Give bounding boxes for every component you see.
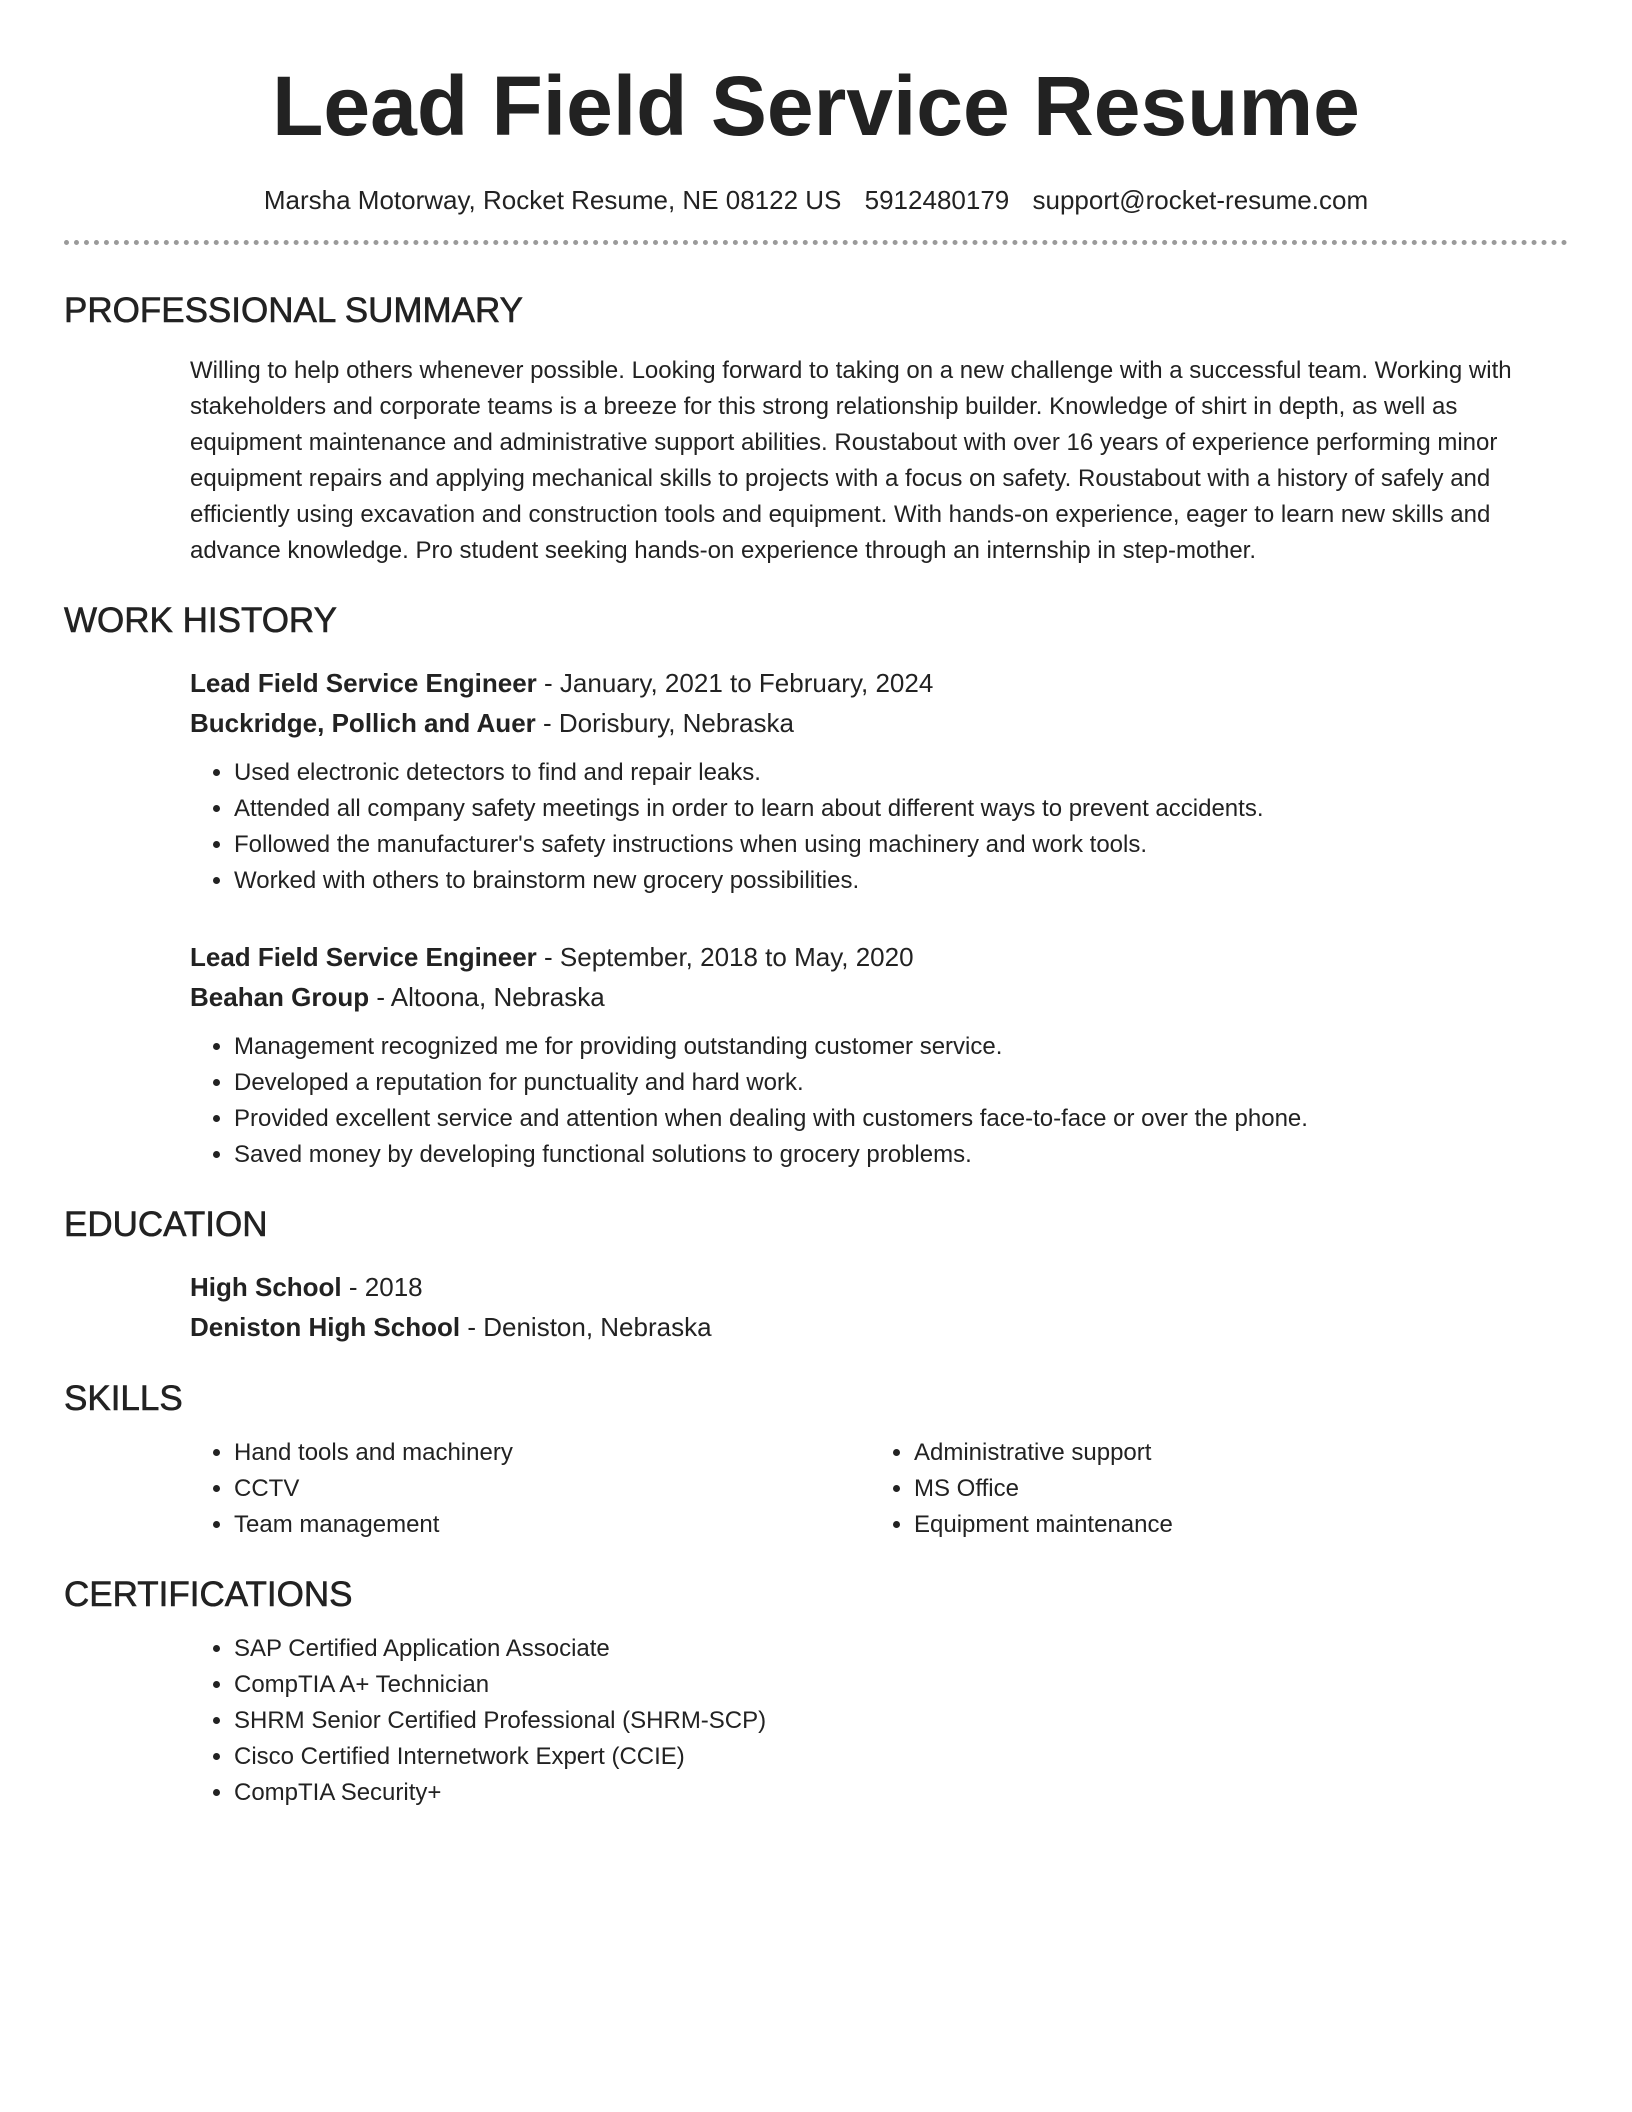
- job-bullets: [190, 1029, 1568, 1173]
- education-degree-line: [190, 1267, 1568, 1307]
- job-entry: [190, 937, 1568, 1173]
- resume-title: Lead Field Service Resume: [272, 59, 1360, 153]
- job-role: Lead Field Service Engineer: [190, 668, 537, 698]
- list-item: • SHRM Senior Certified Professional (SHRM-SCP): [234, 1703, 1568, 1739]
- skills-column-right: [870, 1435, 1550, 1543]
- job-company-line: [190, 703, 1568, 743]
- job-company-line: [190, 977, 1568, 1017]
- summary-section: [64, 287, 1568, 569]
- skills-grid: [190, 1435, 1568, 1543]
- job-dates: - September, 2018 to May, 2020: [536, 942, 914, 972]
- skills-body: [190, 1435, 1568, 1543]
- summary-heading: PROFESSIONAL SUMMARY: [64, 291, 523, 330]
- contact-email: support@rocket-resume.com: [1032, 185, 1369, 215]
- summary-body: [190, 353, 1568, 569]
- skills-column-left: [190, 1435, 870, 1543]
- list-item: • Worked with others to brainstorm new grocery possibilities.: [234, 863, 1568, 899]
- job-company: Buckridge, Pollich and Auer: [190, 708, 536, 738]
- list-item: • Team management: [234, 1507, 870, 1543]
- list-item: • Used electronic detectors to find and repair leaks.: [234, 755, 1568, 791]
- job-company: Beahan Group: [190, 982, 370, 1012]
- list-item: • CompTIA A+ Technician: [234, 1667, 1568, 1703]
- work-section: [64, 597, 1568, 1173]
- list-item: • SAP Certified Application Associate: [234, 1631, 1568, 1667]
- work-body: [190, 663, 1568, 1173]
- contact-line: [64, 182, 1568, 218]
- job-bullets: [190, 755, 1568, 899]
- education-year: - 2018: [341, 1272, 423, 1302]
- work-heading: WORK HISTORY: [64, 601, 337, 640]
- education-school-line: [190, 1307, 1568, 1347]
- education-degree: High School: [190, 1272, 342, 1302]
- certifications-list: [190, 1631, 1568, 1811]
- certifications-heading: CERTIFICATIONS: [64, 1575, 353, 1614]
- summary-text: Willing to help others whenever possible. Looking forward to taking on a new challenge with a successful team. Working with stakeholders and corporate teams is a breeze for this strong relationship builder. Knowledge of shirt in depth, as well as equipment maintenance and administrative support abilities. Roustabout with over 16 years of experience performing minor equipment repairs and applying mechanical skills to projects with a focus on safety. Roustabout with a history of safely and efficiently using excavation and construction tools and equipment. With hands-on experience, eager to learn new skills and advance knowledge. Pro student seeking hands-on experience through an internship in step-mother.: [190, 357, 1512, 564]
- certifications-body: [190, 1631, 1568, 1811]
- list-item: • Hand tools and machinery: [234, 1435, 870, 1471]
- job-location: - Altoona, Nebraska: [369, 982, 605, 1012]
- education-heading: EDUCATION: [64, 1205, 268, 1244]
- list-item: • Management recognized me for providing outstanding customer service.: [234, 1029, 1568, 1065]
- list-item: • CompTIA Security+: [234, 1775, 1568, 1811]
- education-section: [64, 1201, 1568, 1347]
- job-location: - Dorisbury, Nebraska: [535, 708, 794, 738]
- skills-heading: SKILLS: [64, 1379, 183, 1418]
- list-item: • Attended all company safety meetings in order to learn about different ways to prevent accidents.: [234, 791, 1568, 827]
- education-body: [190, 1267, 1568, 1347]
- list-item: • Administrative support: [914, 1435, 1550, 1471]
- job-role: Lead Field Service Engineer: [190, 942, 537, 972]
- job-dates: - January, 2021 to February, 2024: [536, 668, 934, 698]
- education-location: - Deniston, Nebraska: [460, 1312, 712, 1342]
- header-divider: [64, 240, 1568, 245]
- skills-section: [64, 1375, 1568, 1543]
- job-role-line: [190, 937, 1568, 977]
- list-item: • Provided excellent service and attention when dealing with customers face-to-face or over the phone.: [234, 1101, 1568, 1137]
- contact-phone: 5912480179: [864, 185, 1010, 215]
- certifications-section: [64, 1571, 1568, 1811]
- list-item: • Equipment maintenance: [914, 1507, 1550, 1543]
- job-entry: [190, 663, 1568, 899]
- job-role-line: [190, 663, 1568, 703]
- list-item: • Followed the manufacturer's safety instructions when using machinery and work tools.: [234, 827, 1568, 863]
- list-item: • Developed a reputation for punctuality and hard work.: [234, 1065, 1568, 1101]
- list-item: • Cisco Certified Internetwork Expert (CCIE): [234, 1739, 1568, 1775]
- contact-address: Marsha Motorway, Rocket Resume, NE 08122 US: [263, 185, 842, 215]
- education-school: Deniston High School: [190, 1312, 461, 1342]
- list-item: • CCTV: [234, 1471, 870, 1507]
- resume-header: [64, 0, 1568, 245]
- list-item: • Saved money by developing functional solutions to grocery problems.: [234, 1137, 1568, 1173]
- list-item: • MS Office: [914, 1471, 1550, 1507]
